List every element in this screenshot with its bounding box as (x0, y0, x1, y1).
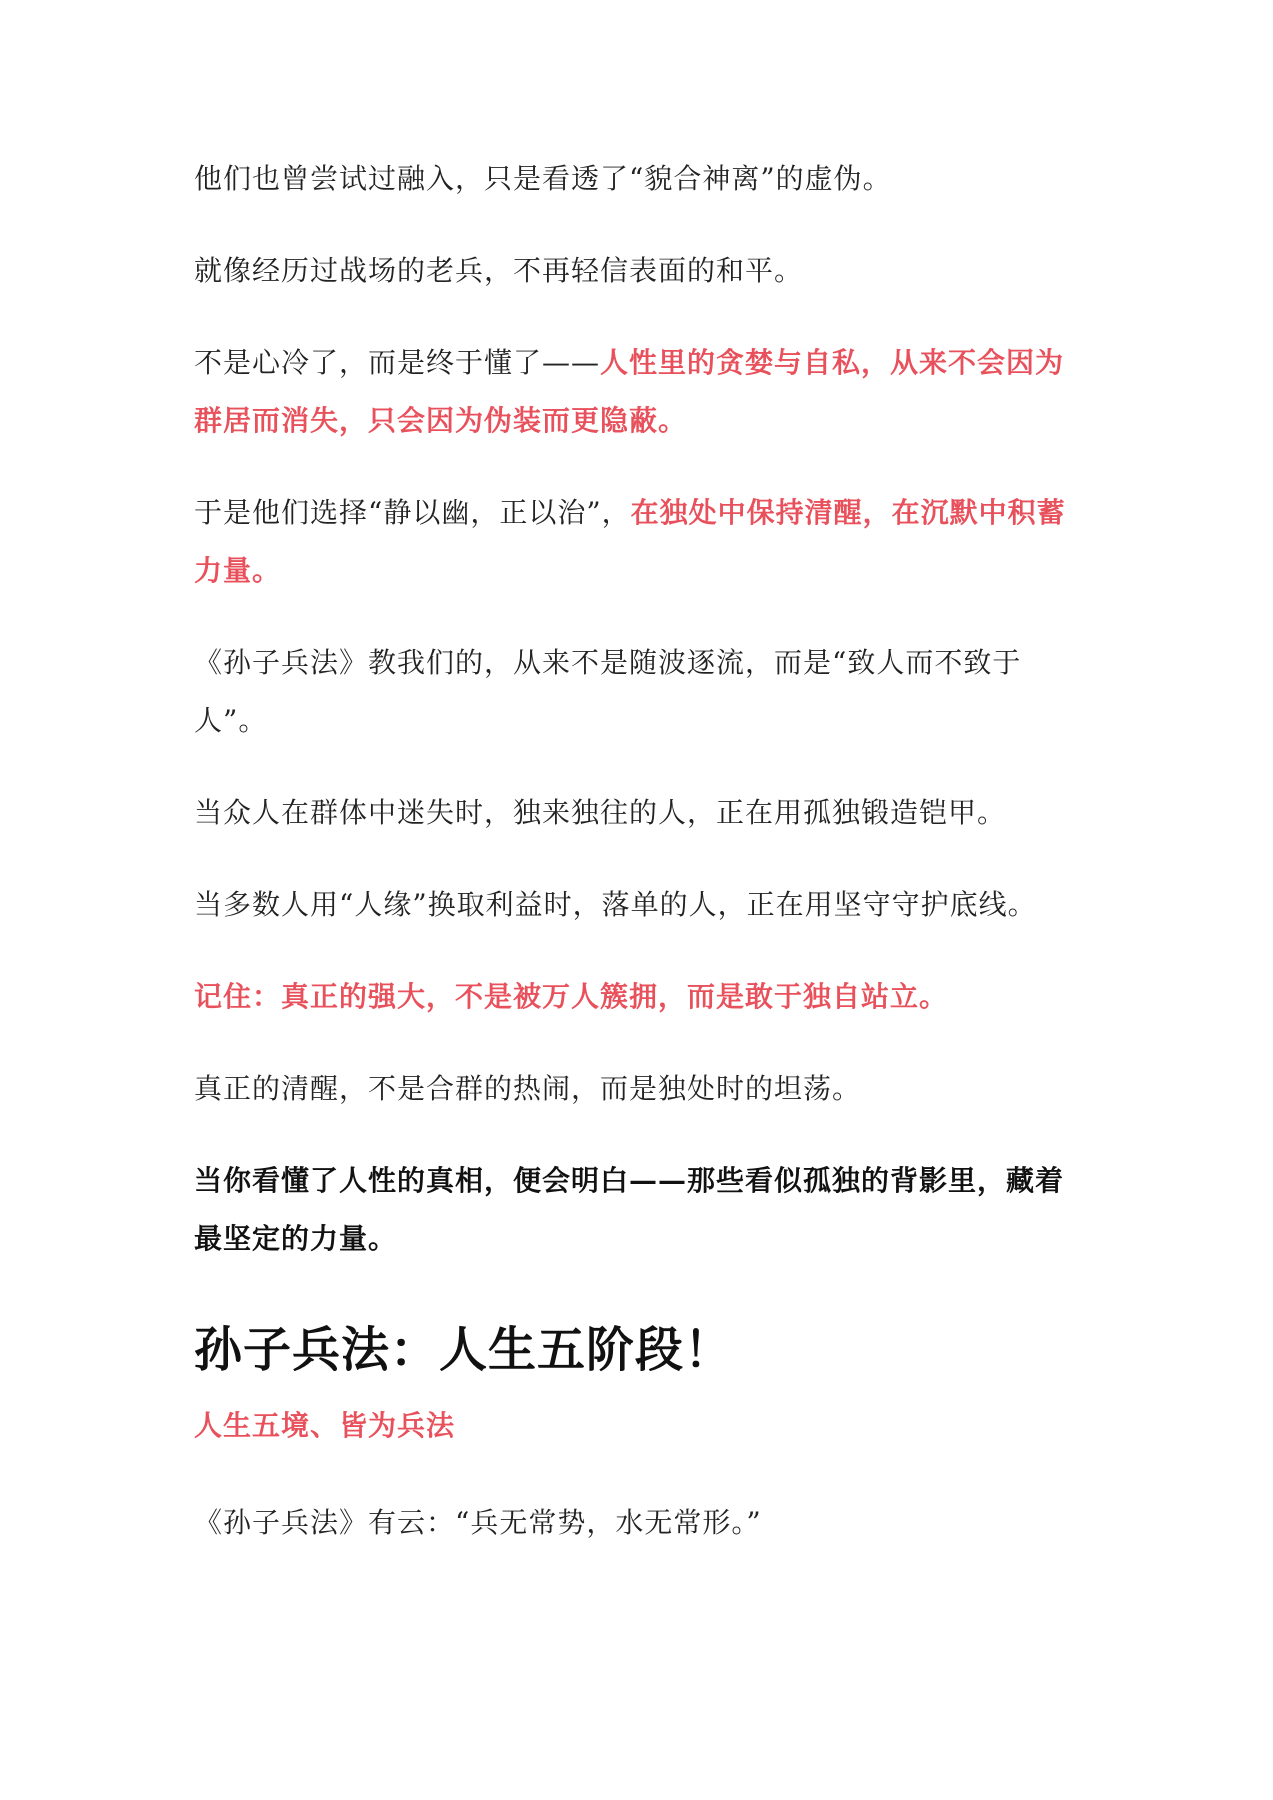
paragraph-10-bold: 当你看懂了人性的真相，便会明白——那些看似孤独的背影里，藏着最坚定的力量。 (194, 1164, 1065, 1255)
paragraph-4-plain: 于是他们选择“静以幽，正以治”， (194, 496, 631, 529)
section-intro: 《孙子兵法》有云：“兵无常势，水无常形。” (194, 1506, 762, 1539)
section-subtitle: 人生五境、皆为兵法 (194, 1409, 456, 1442)
paragraph-1: 他们也曾尝试过融入，只是看透了“貌合神离”的虚伪。 (194, 162, 892, 195)
paragraph-4-highlight: 在独处中保持清醒，在沉默中积蓄力量。 (194, 496, 1066, 587)
paragraph-2: 就像经历过战场的老兵，不再轻信表面的和平。 (194, 254, 804, 287)
paragraph-3-plain: 不是心冷了，而是终于懂了—— (194, 346, 601, 379)
paragraph-7: 当多数人用“人缘”换取利益时，落单的人，正在用坚守守护底线。 (194, 888, 1037, 921)
paragraph-4 (194, 484, 1084, 600)
paragraph-8-highlight: 记住：真正的强大，不是被万人簇拥，而是敢于独自站立。 (194, 980, 949, 1013)
paragraph-9: 真正的清醒，不是合群的热闹，而是独处时的坦荡。 (194, 1072, 862, 1105)
paragraph-3-highlight: 人性里的贪婪与自私，从来不会因为群居而消失，只会因为伪装而更隐蔽。 (194, 346, 1065, 437)
paragraph-3 (194, 334, 1084, 450)
paragraph-5: 《孙子兵法》教我们的，从来不是随波逐流，而是“致人而不致于人”。 (194, 646, 1022, 737)
paragraph-6: 当众人在群体中迷失时，独来独往的人，正在用孤独锻造铠甲。 (194, 796, 1007, 829)
section-title: 孙子兵法：人生五阶段！ (194, 1322, 734, 1378)
document-page (194, 150, 1084, 1586)
